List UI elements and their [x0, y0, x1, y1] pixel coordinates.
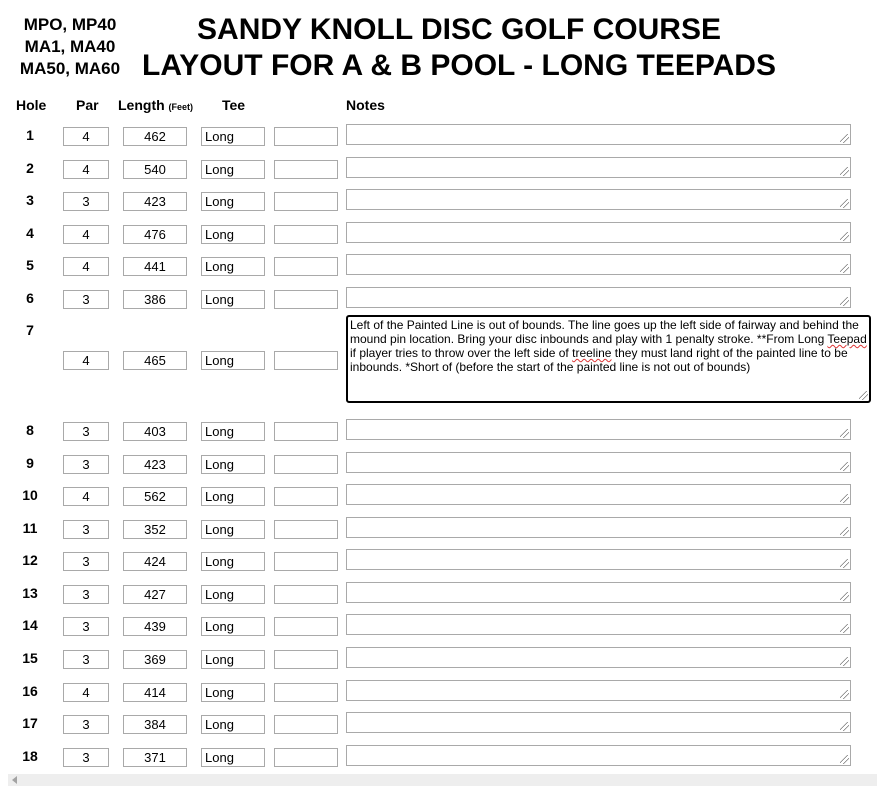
resize-grip-icon[interactable]	[840, 722, 849, 731]
horizontal-scrollbar[interactable]	[8, 774, 877, 786]
tee-field[interactable]: Long	[201, 422, 265, 441]
par-field[interactable]: 3	[63, 715, 109, 734]
length-field[interactable]: 562	[123, 487, 187, 506]
notes-field[interactable]	[346, 647, 851, 668]
par-field[interactable]: 3	[63, 520, 109, 539]
column-header-length	[118, 97, 193, 113]
blank-field[interactable]	[274, 160, 338, 179]
hole-number: 11	[22, 520, 38, 536]
tee-field[interactable]: Long	[201, 290, 265, 309]
notes-field[interactable]	[346, 315, 871, 403]
hole-number: 18	[22, 748, 38, 764]
notes-field[interactable]	[346, 745, 851, 766]
notes-field[interactable]	[346, 712, 851, 733]
title-line-2: LAYOUT FOR A & B POOL - LONG TEEPADS	[142, 49, 776, 82]
resize-grip-icon[interactable]	[840, 232, 849, 241]
column-header-hole: Hole	[16, 97, 47, 113]
length-field[interactable]: 352	[123, 520, 187, 539]
tee-field[interactable]: Long	[201, 127, 265, 146]
hole-number: 5	[26, 257, 34, 273]
column-header-length-unit: (Feet)	[168, 102, 194, 112]
page-title	[140, 12, 778, 84]
par-field[interactable]: 4	[63, 225, 109, 244]
par-field[interactable]: 3	[63, 585, 109, 604]
notes-text: they must land right of the painted line to be inbounds. *Short of (before the start of the painted line is not out of bounds)	[350, 346, 848, 374]
blank-field[interactable]	[274, 455, 338, 474]
length-field[interactable]: 369	[123, 650, 187, 669]
tee-field[interactable]: Long	[201, 585, 265, 604]
hole-number: 14	[22, 617, 38, 633]
length-field[interactable]: 403	[123, 422, 187, 441]
resize-grip-icon[interactable]	[840, 167, 849, 176]
resize-grip-icon[interactable]	[840, 559, 849, 568]
blank-field[interactable]	[274, 290, 338, 309]
tee-field[interactable]: Long	[201, 748, 265, 767]
notes-text-misspelled: treeline	[572, 346, 612, 360]
notes-field[interactable]	[346, 189, 851, 210]
resize-grip-icon[interactable]	[859, 391, 868, 400]
length-field[interactable]: 414	[123, 683, 187, 702]
length-field[interactable]: 386	[123, 290, 187, 309]
par-field[interactable]: 3	[63, 290, 109, 309]
tee-field[interactable]: Long	[201, 650, 265, 669]
notes-field[interactable]	[346, 549, 851, 570]
blank-field[interactable]	[274, 422, 338, 441]
blank-field[interactable]	[274, 257, 338, 276]
resize-grip-icon[interactable]	[840, 657, 849, 666]
resize-grip-icon[interactable]	[840, 592, 849, 601]
notes-field[interactable]	[346, 452, 851, 473]
hole-number: 15	[22, 650, 38, 666]
notes-field[interactable]	[346, 680, 851, 701]
column-header-tee: Tee	[222, 97, 246, 113]
resize-grip-icon[interactable]	[840, 494, 849, 503]
tee-field[interactable]: Long	[201, 487, 265, 506]
resize-grip-icon[interactable]	[840, 755, 849, 764]
tee-field[interactable]: Long	[201, 351, 265, 370]
par-field[interactable]: 3	[63, 552, 109, 571]
hole-number: 12	[22, 552, 38, 568]
division-line: MA50, MA60	[19, 59, 121, 78]
notes-field[interactable]	[346, 484, 851, 505]
blank-field[interactable]	[274, 225, 338, 244]
column-header-par: Par	[76, 97, 99, 113]
division-line: MA1, MA40	[24, 37, 116, 56]
tee-field[interactable]: Long	[201, 225, 265, 244]
length-field[interactable]: 371	[123, 748, 187, 767]
length-field[interactable]: 423	[123, 455, 187, 474]
resize-grip-icon[interactable]	[840, 297, 849, 306]
notes-field[interactable]	[346, 614, 851, 635]
column-header-notes: Notes	[346, 97, 385, 113]
hole-number: 7	[26, 322, 34, 338]
division-list	[8, 14, 132, 80]
tee-field[interactable]: Long	[201, 520, 265, 539]
par-field[interactable]: 4	[63, 127, 109, 146]
tee-field[interactable]: Long	[201, 455, 265, 474]
blank-field[interactable]	[274, 192, 338, 211]
blank-field[interactable]	[274, 585, 338, 604]
resize-grip-icon[interactable]	[840, 527, 849, 536]
notes-field[interactable]	[346, 222, 851, 243]
length-field[interactable]: 423	[123, 192, 187, 211]
notes-field[interactable]	[346, 287, 851, 308]
notes-text: Left of the Painted Line is out of bounds. The line goes up the left side of fairway and behind the mound pin location. Bring your disc inbounds and play with 1 penalty stroke. **From Long	[350, 318, 859, 346]
notes-field[interactable]	[346, 124, 851, 145]
tee-field[interactable]: Long	[201, 160, 265, 179]
par-field[interactable]: 3	[63, 422, 109, 441]
par-field[interactable]: 4	[63, 683, 109, 702]
blank-field[interactable]	[274, 127, 338, 146]
par-field[interactable]: 4	[63, 351, 109, 370]
blank-field[interactable]	[274, 617, 338, 636]
length-field[interactable]: 384	[123, 715, 187, 734]
tee-field[interactable]: Long	[201, 715, 265, 734]
notes-field[interactable]	[346, 254, 851, 275]
hole-number: 16	[22, 683, 38, 699]
hole-number: 9	[26, 455, 34, 471]
resize-grip-icon[interactable]	[840, 690, 849, 699]
length-field[interactable]: 441	[123, 257, 187, 276]
blank-field[interactable]	[274, 748, 338, 767]
tee-field[interactable]: Long	[201, 257, 265, 276]
title-line-1: SANDY KNOLL DISC GOLF COURSE	[197, 13, 721, 46]
notes-field[interactable]	[346, 582, 851, 603]
notes-field[interactable]	[346, 419, 851, 440]
par-field[interactable]: 3	[63, 617, 109, 636]
blank-field[interactable]	[274, 552, 338, 571]
length-field[interactable]: 439	[123, 617, 187, 636]
length-field[interactable]: 424	[123, 552, 187, 571]
resize-grip-icon[interactable]	[840, 462, 849, 471]
tee-field[interactable]: Long	[201, 192, 265, 211]
blank-field[interactable]	[274, 520, 338, 539]
hole-number: 2	[26, 160, 34, 176]
tee-field[interactable]: Long	[201, 552, 265, 571]
division-line: MPO, MP40	[23, 15, 117, 34]
length-field[interactable]: 462	[123, 127, 187, 146]
par-field[interactable]: 3	[63, 192, 109, 211]
hole-number: 10	[22, 487, 38, 503]
hole-number: 3	[26, 192, 34, 208]
resize-grip-icon[interactable]	[840, 624, 849, 633]
resize-grip-icon[interactable]	[840, 264, 849, 273]
hole-number: 8	[26, 422, 34, 438]
notes-field[interactable]	[346, 157, 851, 178]
length-field[interactable]: 476	[123, 225, 187, 244]
tee-field[interactable]: Long	[201, 617, 265, 636]
hole-number: 13	[22, 585, 38, 601]
par-field[interactable]: 4	[63, 160, 109, 179]
hole-number: 6	[26, 290, 34, 306]
blank-field[interactable]	[274, 487, 338, 506]
par-field[interactable]: 4	[63, 257, 109, 276]
resize-grip-icon[interactable]	[840, 134, 849, 143]
hole-number: 17	[22, 715, 38, 731]
blank-field[interactable]	[274, 683, 338, 702]
blank-field[interactable]	[274, 650, 338, 669]
length-field[interactable]: 465	[123, 351, 187, 370]
par-field[interactable]: 4	[63, 487, 109, 506]
blank-field[interactable]	[274, 351, 338, 370]
resize-grip-icon[interactable]	[840, 429, 849, 438]
hole-number: 4	[26, 225, 34, 241]
length-field[interactable]: 427	[123, 585, 187, 604]
notes-text: if player tries to throw over the left side of	[350, 346, 573, 360]
notes-text-misspelled: Teepad	[827, 332, 867, 346]
resize-grip-icon[interactable]	[840, 199, 849, 208]
tee-field[interactable]: Long	[201, 683, 265, 702]
hole-number: 1	[26, 127, 34, 143]
column-header-length-label: Length	[118, 97, 165, 113]
notes-field[interactable]	[346, 517, 851, 538]
par-field[interactable]: 3	[63, 455, 109, 474]
blank-field[interactable]	[274, 715, 338, 734]
length-field[interactable]: 540	[123, 160, 187, 179]
par-field[interactable]: 3	[63, 748, 109, 767]
par-field[interactable]: 3	[63, 650, 109, 669]
scroll-left-arrow-icon[interactable]	[12, 776, 17, 784]
